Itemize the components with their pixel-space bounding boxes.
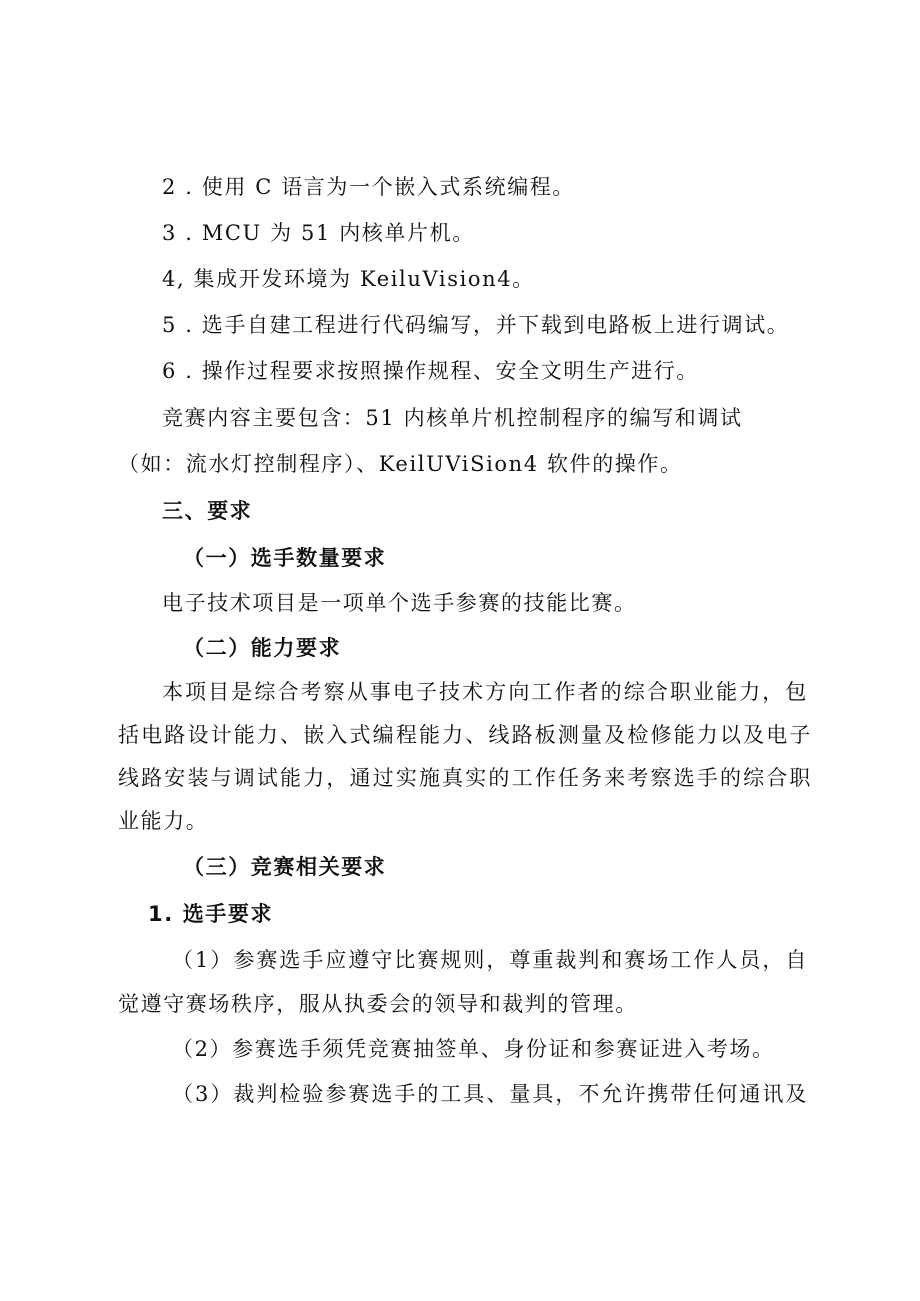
player-req-1-line-2: 觉遵守赛场秩序，服从执委会的领导和裁判的管理。 <box>118 992 638 1016</box>
ability-paragraph-line-1: 本项目是综合考察从事电子技术方向工作者的综合职业能力，包 <box>162 680 808 704</box>
list-item-2: 2 . 使用 C 语言为一个嵌入式系统编程。 <box>162 175 576 199</box>
ability-paragraph-line-4: 业能力。 <box>118 809 209 833</box>
list-item-5: 5 . 选手自建工程进行代码编写，并下载到电路板上进行调试。 <box>162 313 790 337</box>
player-req-3: （3）裁判检验参赛选手的工具、量具，不允许携带任何通讯及 <box>172 1082 808 1106</box>
section-heading-requirements: 三、要求 <box>162 498 253 523</box>
list-item-4: 4, 集成开发环境为 KeiluVision4。 <box>162 267 535 291</box>
subheading-ability: （二）能力要求 <box>183 635 342 660</box>
list-item-6: 6 . 操作过程要求按照操作规程、安全文明生产进行。 <box>162 359 699 383</box>
list-item-3: 3 . MCU 为 51 内核单片机。 <box>162 221 475 245</box>
subheading-player-count: （一）选手数量要求 <box>183 545 387 570</box>
subheading-competition-requirements: （三）竞赛相关要求 <box>183 854 387 879</box>
ability-paragraph-line-2: 括电路设计能力、嵌入式编程能力、线路板测量及检修能力以及电子 <box>118 723 812 747</box>
player-req-1-line-1: （1）参赛选手应遵守比赛规则，尊重裁判和赛场工作人员，自 <box>172 948 808 972</box>
ability-paragraph-line-3: 线路安装与调试能力，通过实施真实的工作任务来考察选手的综合职 <box>118 766 812 790</box>
player-req-2: （2）参赛选手须凭竞赛抽签单、身份证和参赛证进入考场。 <box>172 1037 775 1061</box>
content-summary-line-1: 竞赛内容主要包含：51 内核单片机控制程序的编写和调试 <box>162 406 743 430</box>
player-count-text: 电子技术项目是一项单个选手参赛的技能比赛。 <box>162 591 637 615</box>
player-requirements-heading: 1. 选手要求 <box>148 902 274 926</box>
content-summary-line-2: （如：流水灯控制程序）、KeilUViSion4 软件的操作。 <box>118 452 683 476</box>
